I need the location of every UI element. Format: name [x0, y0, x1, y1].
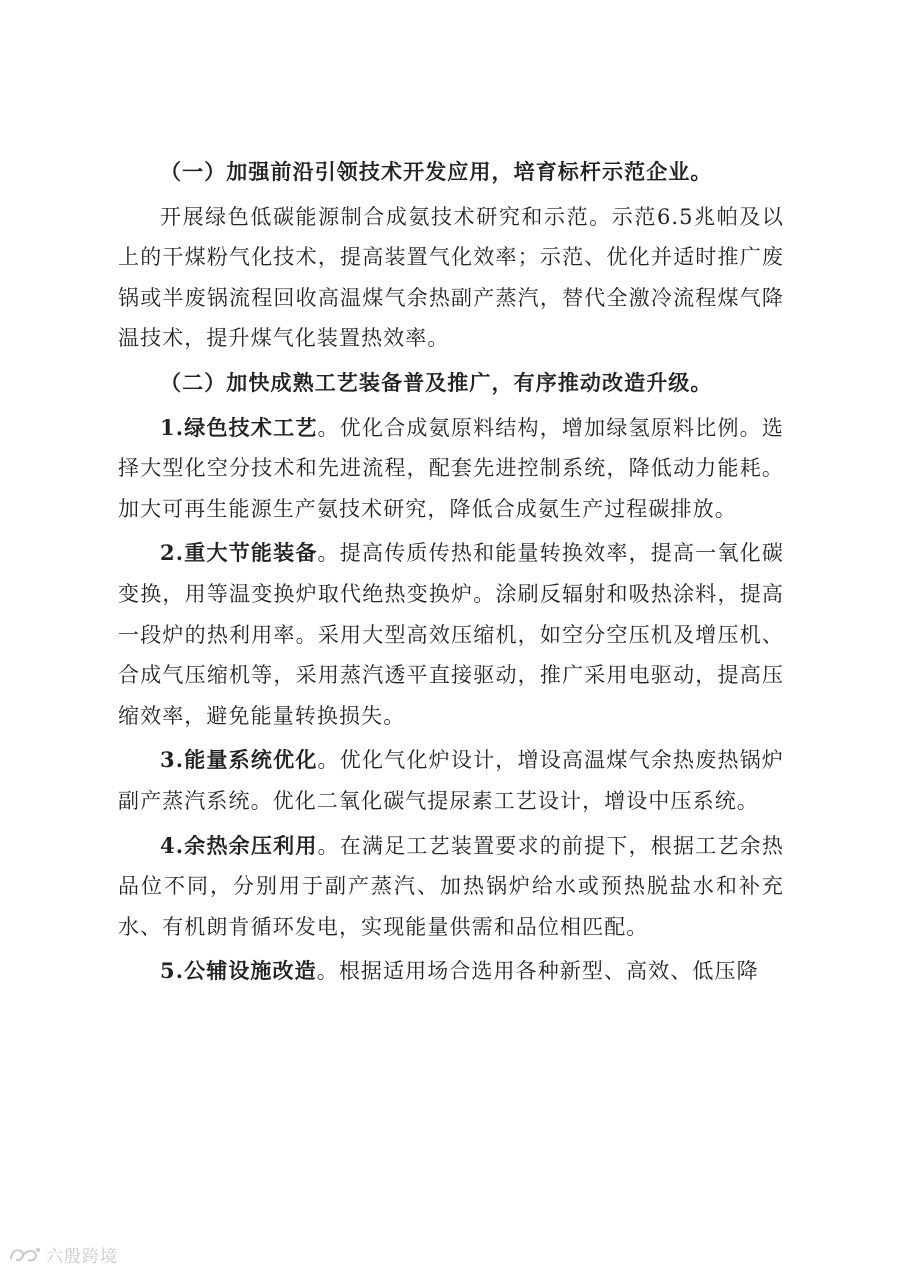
- watermark-text: 六殷跨境: [46, 1247, 118, 1267]
- list-item-3-text: 。优化气化炉设计，增设高温煤气余热废热锅炉副产蒸汽系统。优化二氧化碳气提尿素工艺设计，增设中压系统。: [118, 748, 784, 813]
- list-item-3-lead: 3.能量系统优化: [160, 747, 318, 773]
- section-heading-1: （一）加强前沿引领技术开发应用，培育标杆示范企业。: [160, 159, 713, 184]
- list-item-5: [118, 951, 784, 992]
- list-item-1-lead: 1.绿色技术工艺: [160, 414, 318, 440]
- document-body: [118, 152, 784, 992]
- section-heading-2: （二）加快成熟工艺装备普及推广，有序推动改造升级。: [160, 369, 713, 395]
- list-item-3: [118, 740, 784, 821]
- list-item-4: [118, 826, 784, 948]
- list-item-5-text: 。根据适用场合选用各种新型、高效、低压降: [316, 959, 759, 984]
- watermark-logo-icon: [8, 1245, 42, 1265]
- list-item-4-text: 。在满足工艺装置要求的前提下，根据工艺余热品位不同，分别用于副产蒸汽、加热锅炉给水或预热脱盐水和补充水、有机朗肯循环发电，实现能量供需和品位相匹配。: [118, 833, 784, 939]
- list-item-4-lead: 4.余热余压利用: [160, 832, 318, 858]
- list-item-2-text: 。提高传质传热和能量转换效率，提高一氧化碳变换，用等温变换炉取代绝热变换炉。涂刷反辐射和吸热涂料，提高一段炉的热利用率。采用大型高效压缩机，如空分空压机及增压机、合成气压缩机等，采用蒸汽透平直接驱动，推广采用电驱动，提高压缩效率，避免能量转换损失。: [118, 541, 784, 728]
- list-item-2-lead: 2.重大节能装备: [160, 540, 318, 566]
- list-item-1: [118, 408, 784, 530]
- paragraph-1: 开展绿色低碳能源制合成氨技术研究和示范。示范6.5兆帕及以上的干煤粉气化技术，提高装置气化效率；示范、优化并适时推广废锅或半废锅流程回收高温煤气余热副产蒸汽，替代全激冷流程煤气降温技术，提升煤气化装置热效率。: [118, 204, 784, 351]
- list-item-5-lead: 5.公辅设施改造: [160, 958, 317, 984]
- list-item-1-text: 。优化合成氨原料结构，增加绿氢原料比例。选择大型化空分技术和先进流程，配套先进控制系统，降低动力能耗。加大可再生能源生产氨技术研究，降低合成氨生产过程碳排放。: [118, 415, 784, 521]
- list-item-2: [118, 533, 784, 736]
- watermark: [8, 1242, 118, 1267]
